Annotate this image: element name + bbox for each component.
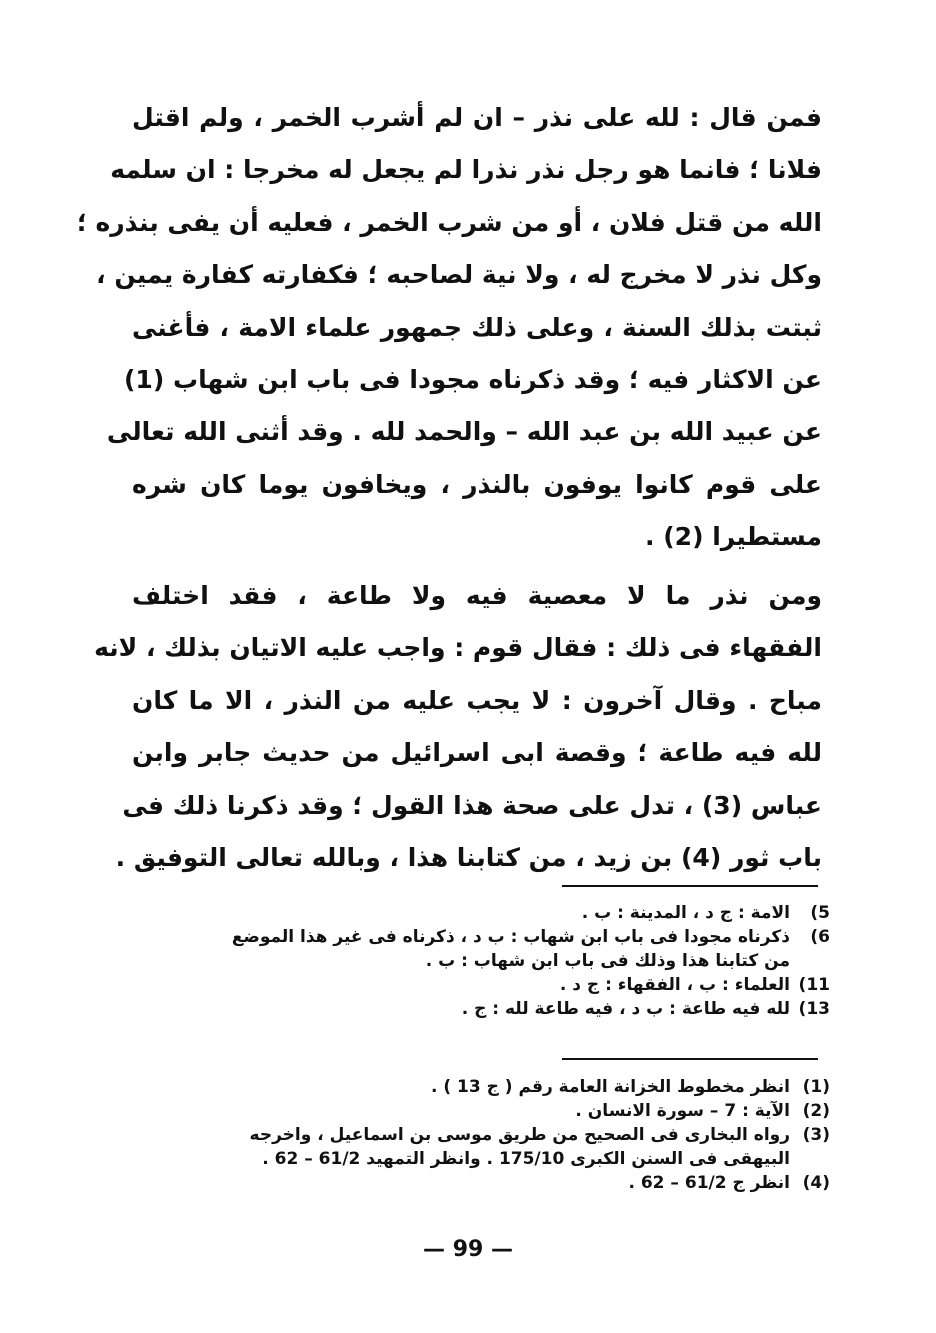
variant-note — [150, 973, 830, 997]
text-line: وكل نذر لا مخرج له ، ولا نية لصاحبه ؛ فكفارته كفارة يمين ، — [96, 260, 822, 290]
note-text: العلماء : ب ، الفقهاء : ج د . — [559, 975, 790, 995]
note-text: ذكرناه مجودا فى باب ابن شهاب : ب د ، ذكرناه فى غير هذا الموضع — [231, 927, 790, 947]
note-text: انظر مخطوط الخزانة العامة رقم ( ج 13 ) . — [430, 1077, 790, 1097]
note-number: 13) — [798, 999, 830, 1019]
note-text: الآية : 7 – سورة الانسان . — [575, 1101, 790, 1121]
note-number: (4) — [802, 1173, 830, 1193]
note-text: انظر ج 61/2 – 62 . — [628, 1173, 790, 1193]
footnote-divider — [562, 885, 818, 887]
note-number: 6) — [810, 927, 830, 947]
note-text: رواه البخارى فى الصحيح من طريق موسى بن اسماعيل ، واخرجه — [249, 1125, 790, 1145]
reference-note — [150, 1075, 830, 1099]
note-number: 11) — [798, 975, 830, 995]
reference-notes — [150, 1075, 830, 1195]
text-line: الله من قتل فلان ، أو من شرب الخمر ، فعليه أن يفى بنذره ؛ — [76, 207, 822, 237]
text-line: مستطيرا (2) . — [645, 522, 822, 552]
footnote-divider — [562, 1058, 818, 1060]
paragraph-2 — [94, 570, 822, 884]
note-text: البيهقى فى السنن الكبرى 175/10 . وانظر التمهيد 61/2 – 62 . — [262, 1149, 790, 1169]
text-line: باب ثور (4) بن زيد ، من كتابنا هذا ، وبالله تعالى التوفيق . — [115, 842, 822, 872]
page-number: — 99 — — [423, 1237, 513, 1262]
text-line: عن الاكثار فيه ؛ وقد ذكرناه مجودا فى باب ابن شهاب (1) — [123, 364, 822, 394]
variant-readings — [150, 901, 830, 1021]
text-line: على قوم كانوا يوفون بالنذر ، ويخافون يوما كان شره — [132, 469, 822, 499]
variant-note — [150, 997, 830, 1021]
variant-note — [150, 925, 830, 973]
paragraph-1 — [76, 92, 822, 564]
reference-note — [150, 1099, 830, 1123]
text-line: فلانا ؛ فانما هو رجل نذر نذرا لم يجعل له مخرجا : ان سلمه — [110, 155, 822, 185]
text-line: فمن قال : لله على نذر – ان لم أشرب الخمر ، ولم اقتل — [132, 103, 822, 132]
note-number: (3) — [802, 1125, 830, 1145]
note-text: الامة : ج د ، المدينة : ب . — [581, 903, 790, 923]
text-line: عن عبيد الله بن عبد الله – والحمد لله . وقد أثنى الله تعالى — [106, 417, 822, 447]
text-line: عباس (3) ، تدل على صحة هذا القول ؛ وقد ذكرنا ذلك فى — [122, 790, 822, 820]
note-text: لله فيه طاعة : ب د ، فيه طاعة لله : ج . — [461, 999, 790, 1019]
note-text: من كتابنا هذا وذلك فى باب ابن شهاب : ب . — [425, 951, 790, 971]
text-line: مباح . وقال آخرون : لا يجب عليه من النذر ، الا ما كان — [132, 685, 822, 715]
text-line: ثبتت بذلك السنة ، وعلى ذلك جمهور علماء الامة ، فأغنى — [132, 312, 822, 342]
text-line: لله فيه طاعة ؛ وقصة ابى اسرائيل من حديث جابر وابن — [132, 738, 822, 768]
text-line: الفقهاء فى ذلك : فقال قوم : واجب عليه الاتيان بذلك ، لانه — [94, 633, 822, 663]
reference-note — [150, 1171, 830, 1195]
variant-note — [150, 901, 830, 925]
reference-note — [150, 1123, 830, 1171]
note-number: (2) — [802, 1101, 830, 1121]
text-line: ومن نذر ما لا معصية فيه ولا طاعة ، فقد اختلف — [132, 581, 822, 610]
note-number: 5) — [810, 903, 830, 923]
note-number: (1) — [802, 1077, 830, 1097]
